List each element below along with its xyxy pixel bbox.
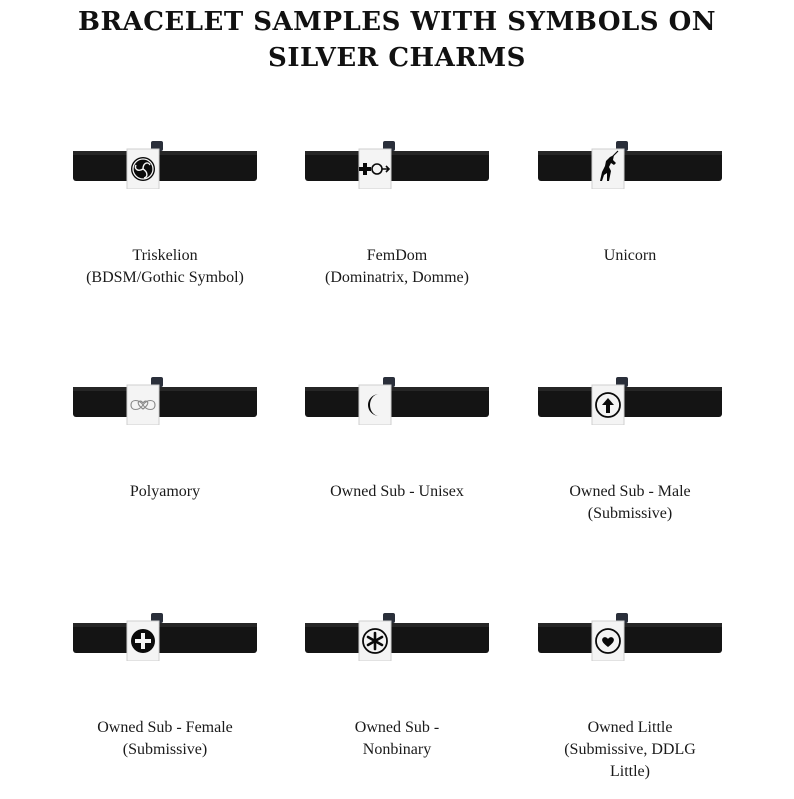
- bracelet-label-line: Owned Little: [587, 719, 673, 736]
- bracelet-image: [534, 373, 726, 425]
- bracelet-image: [69, 609, 261, 661]
- plus-circle-icon: [69, 609, 261, 661]
- bracelet-label: [515, 481, 745, 525]
- bracelet-image: [534, 137, 726, 189]
- triskelion-icon: [69, 137, 261, 189]
- bracelet-label: [282, 717, 512, 761]
- bracelet-label-line: (Submissive, DDLG: [564, 741, 696, 758]
- bracelet-label: [515, 245, 745, 267]
- heart-circle-icon: [534, 609, 726, 661]
- bracelet-image: [301, 373, 493, 425]
- bracelet-card-unicorn[interactable]: [515, 127, 745, 327]
- bracelet-label: [282, 245, 512, 289]
- bracelet-card-owned-sub-female[interactable]: [50, 599, 280, 799]
- bracelet-label-line: (Submissive): [122, 741, 208, 758]
- bracelet-label-line: Unicorn: [603, 247, 657, 264]
- bracelet-label-line: (Dominatrix, Domme): [325, 269, 469, 286]
- bracelet-card-triskelion[interactable]: [50, 127, 280, 327]
- bracelet-card-owned-sub-nonbinary[interactable]: [282, 599, 512, 799]
- infinity-heart-icon: [69, 373, 261, 425]
- bracelet-label-line: Polyamory: [129, 483, 201, 500]
- bracelet-label: [282, 481, 512, 503]
- bracelet-label: [50, 481, 280, 503]
- bracelet-label-line: (Submissive): [587, 505, 673, 522]
- bracelet-label-line: Nonbinary: [362, 741, 432, 758]
- unicorn-icon: [534, 137, 726, 189]
- bracelet-label-line: Triskelion: [132, 247, 198, 264]
- bracelet-card-owned-sub-male[interactable]: [515, 363, 745, 563]
- bracelet-label: [50, 245, 280, 289]
- crescent-icon: [301, 373, 493, 425]
- bracelet-label-line: Owned Sub - Male: [569, 483, 691, 500]
- arrow-up-circle-icon: [534, 373, 726, 425]
- bracelet-card-polyamory[interactable]: [50, 363, 280, 563]
- bracelet-label-line: Owned Sub - Unisex: [330, 483, 464, 500]
- bracelet-label-line: Owned Sub - Female: [97, 719, 233, 736]
- bracelet-label: [50, 717, 280, 761]
- bracelet-image: [534, 609, 726, 661]
- bracelet-label-line: FemDom: [366, 247, 428, 264]
- page-title-line-2: SILVER CHARMS: [268, 43, 526, 73]
- bracelet-label: [515, 717, 745, 783]
- bracelet-label-line: Little): [610, 763, 650, 780]
- bracelet-card-owned-sub-unisex[interactable]: [282, 363, 512, 563]
- bracelet-image: [301, 137, 493, 189]
- bracelet-label-line: Owned Sub -: [354, 719, 440, 736]
- bracelet-image: [69, 137, 261, 189]
- bracelet-image: [301, 609, 493, 661]
- bracelet-card-owned-little[interactable]: [515, 599, 745, 799]
- bracelet-image: [69, 373, 261, 425]
- bracelet-label-line: (BDSM/Gothic Symbol): [86, 269, 244, 286]
- bracelet-card-femdom[interactable]: [282, 127, 512, 327]
- asterisk-circle-icon: [301, 609, 493, 661]
- femdom-icon: [301, 137, 493, 189]
- page-title-line-1: BRACELET SAMPLES WITH SYMBOLS ON: [77, 7, 717, 37]
